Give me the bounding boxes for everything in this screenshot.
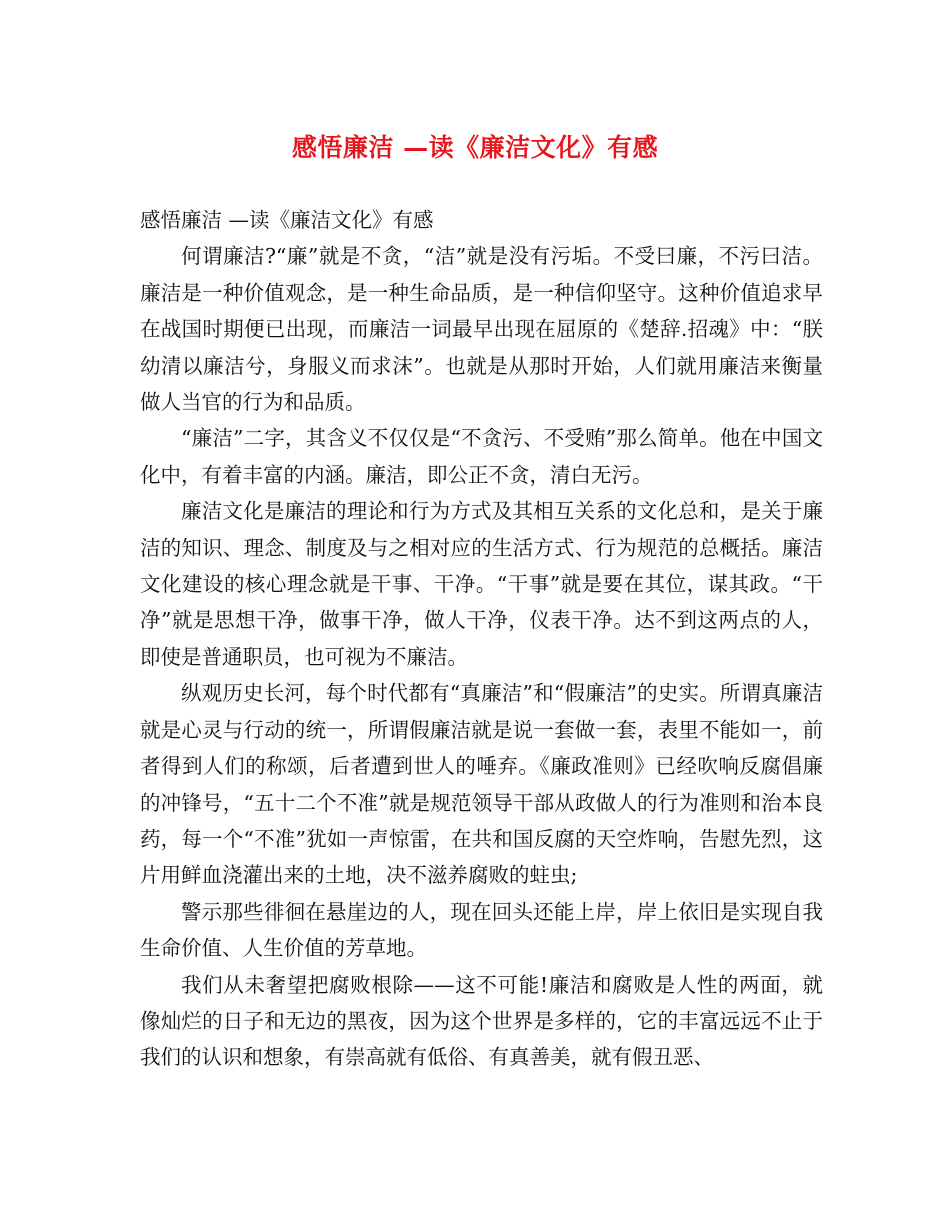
paragraph-5: 警示那些徘徊在悬崖边的人，现在回头还能上岸，岸上依旧是实现自我生命价值、人生价值的芳草地。 <box>140 899 823 961</box>
document-title: 感悟廉洁 —读《廉洁文化》有感 <box>291 133 659 162</box>
paragraph-1: 何谓廉洁?“廉”就是不贪，“洁”就是没有污垢。不受曰廉，不污曰洁。廉洁是一种价值观念，是一种生命品质，是一种信仰坚守。这种价值追求早在战国时期便已出现，而廉洁一词最早出现在屈原的《楚辞.招魂》中：“朕幼清以廉洁兮，身服义而求沫”。也就是从那时开始，人们就用廉洁来衡量做人当官的行为和品质。 <box>140 244 823 415</box>
paragraph-6: 我们从未奢望把腐败根除——这不可能!廉洁和腐败是人性的两面，就像灿烂的日子和无边的黑夜，因为这个世界是多样的，它的丰富远远不止于我们的认识和想象，有崇高就有低俗、有真善美，就有假丑恶、 <box>140 972 823 1070</box>
paragraph-2: “廉洁”二字，其含义不仅仅是“不贪污、不受贿”那么简单。他在中国文化中，有着丰富的内涵。廉洁，即公正不贪，清白无污。 <box>140 426 823 487</box>
paragraph-3: 廉洁文化是廉洁的理论和行为方式及其相互关系的文化总和，是关于廉洁的知识、理念、制度及与之相对应的生活方式、行为规范的总概括。廉洁文化建设的核心理念就是干事、干净。“干事”就是要在其位，谋其政。“干净”就是思想干净，做事干净，做人干净，仪表干净。达不到这两点的人，即使是普通职员，也可视为不廉洁。 <box>140 499 823 669</box>
document-body <box>140 202 823 1076</box>
document-subtitle: 感悟廉洁 —读《廉洁文化》有感 <box>140 208 434 232</box>
paragraph-4: 纵观历史长河，每个时代都有“真廉洁”和“假廉洁”的史实。所谓真廉洁就是心灵与行动的统一，所谓假廉洁就是说一套做一套，表里不能如一，前者得到人们的称颂，后者遭到世人的唾弃。《廉政准则》已经吹响反腐倡廉的冲锋号，“五十二个不准”就是规范领导干部从政做人的行为准则和治本良药，每一个“不准”犹如一声惊雷，在共和国反腐的天空炸响，告慰先烈，这片用鲜血浇灌出来的土地，决不滋养腐败的蛀虫; <box>140 681 823 888</box>
